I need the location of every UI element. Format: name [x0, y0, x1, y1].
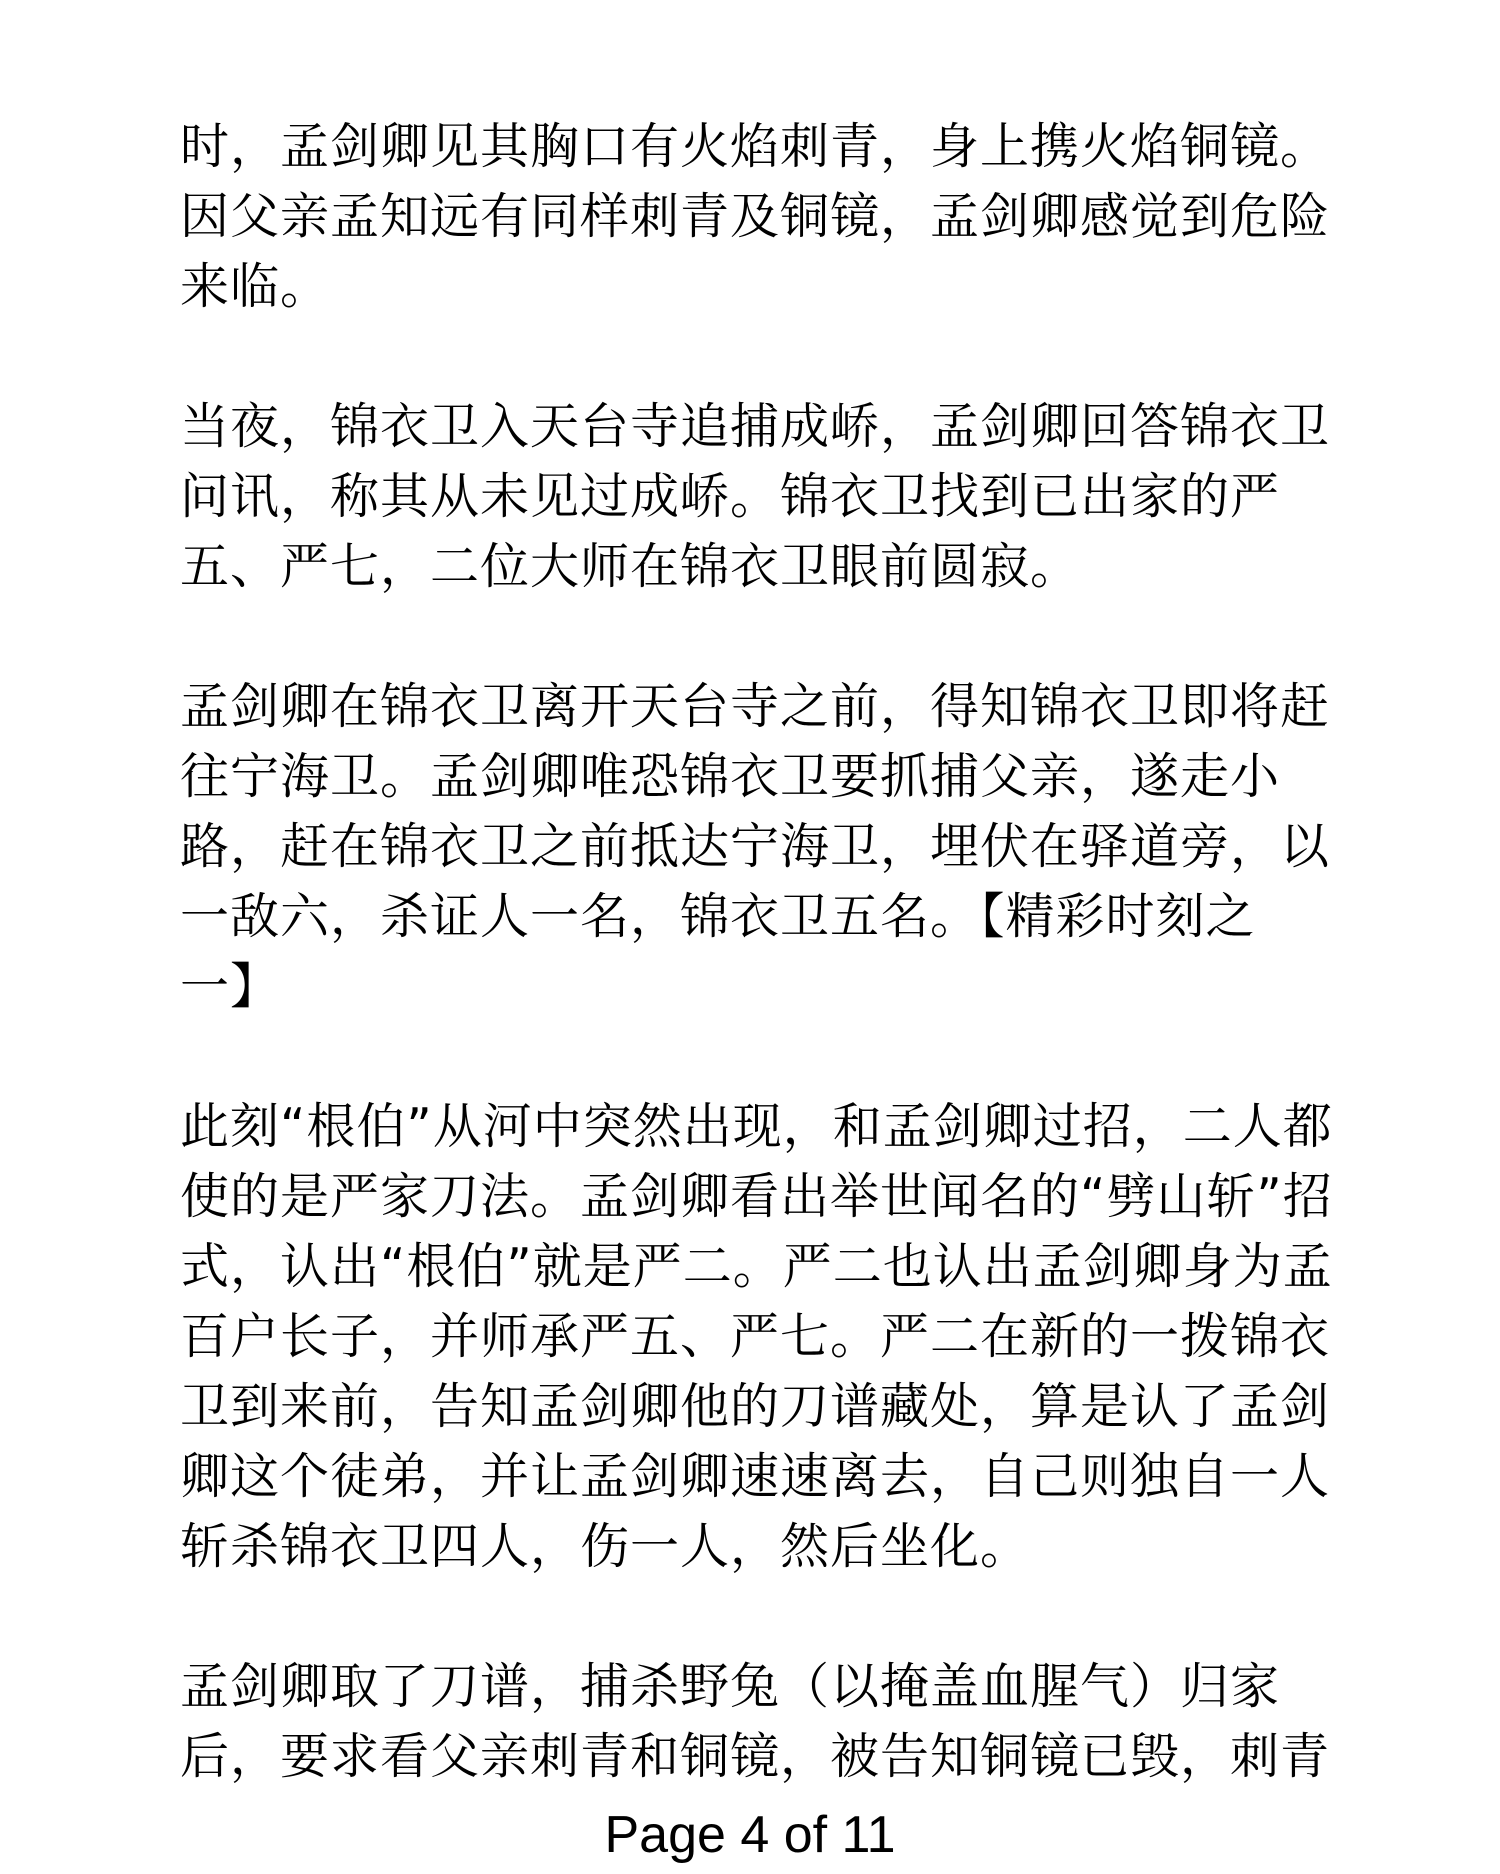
- text-line: 路，赶在锦衣卫之前抵达宁海卫，埋伏在驿道旁，以: [180, 818, 1331, 875]
- text-line: 卿这个徒弟，并让孟剑卿速速离去，自己则独自一人: [180, 1448, 1331, 1505]
- text-line: 后，要求看父亲刺青和铜镜，被告知铜镜已毁，刺青: [180, 1728, 1331, 1785]
- text-line: 当夜，锦衣卫入天台寺追捕成峤，孟剑卿回答锦衣卫: [180, 398, 1331, 455]
- text-line: 来临。: [180, 258, 331, 315]
- text-line: 斩杀锦衣卫四人，伤一人，然后坐化。: [180, 1518, 1031, 1575]
- text-line: 卫到来前，告知孟剑卿他的刀谱藏处，算是认了孟剑: [180, 1378, 1331, 1435]
- text-line: 因父亲孟知远有同样刺青及铜镜，孟剑卿感觉到危险: [180, 188, 1331, 245]
- text-line: 时，孟剑卿见其胸口有火焰刺青，身上携火焰铜镜。: [180, 118, 1331, 175]
- document-body: [180, 112, 1333, 1862]
- paragraph-5: [180, 1652, 1331, 1792]
- text-line: 使的是严家刀法。孟剑卿看出举世闻名的“劈山斩”招: [180, 1168, 1333, 1225]
- text-line: 问讯，称其从未见过成峤。锦衣卫找到已出家的严: [180, 468, 1281, 525]
- page-number: Page 4 of 11: [604, 1806, 896, 1864]
- paragraph-2: [180, 392, 1331, 602]
- text-line: 五、严七，二位大师在锦衣卫眼前圆寂。: [180, 538, 1081, 595]
- text-line: 一】: [180, 958, 281, 1015]
- text-line: 往宁海卫。孟剑卿唯恐锦衣卫要抓捕父亲，遂走小: [180, 748, 1281, 805]
- text-line: 式，认出“根伯”就是严二。严二也认出孟剑卿身为孟: [180, 1238, 1333, 1295]
- paragraph-1: [180, 112, 1331, 322]
- text-line: 孟剑卿在锦衣卫离开天台寺之前，得知锦衣卫即将赶: [180, 678, 1331, 735]
- text-line: 孟剑卿取了刀谱，捕杀野兔（以掩盖血腥气）归家: [180, 1658, 1281, 1715]
- text-line: 此刻“根伯”从河中突然出现，和孟剑卿过招，二人都: [180, 1098, 1333, 1155]
- paragraph-3: [180, 672, 1331, 1022]
- text-line: 百户长子，并师承严五、严七。严二在新的一拨锦衣: [180, 1308, 1331, 1365]
- text-line: 一敌六，杀证人一名，锦衣卫五名。【精彩时刻之: [180, 888, 1256, 945]
- paragraph-4: [180, 1092, 1333, 1582]
